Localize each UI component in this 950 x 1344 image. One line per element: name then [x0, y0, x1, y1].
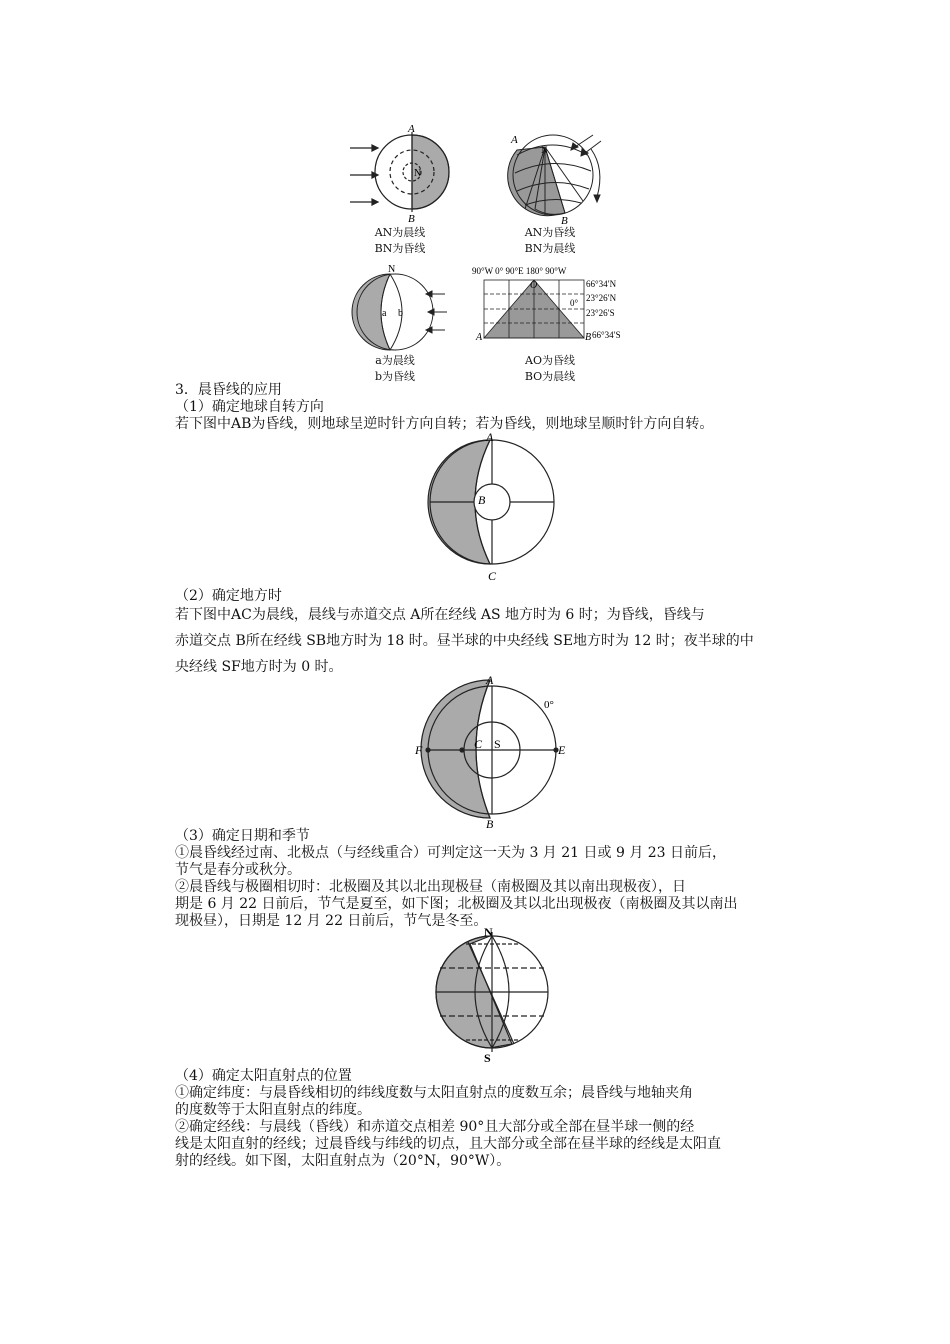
label-zero: 0° [544, 699, 554, 711]
paragraph-4-line-2: 的度数等于太阳直射点的纬度。 [175, 1102, 371, 1118]
label-e: E [558, 743, 566, 757]
subheading-1: （1）确定地球自转方向 [175, 399, 324, 415]
label-b: B [486, 817, 494, 830]
label-b: B [478, 493, 486, 507]
label-n: N [541, 145, 548, 155]
paragraph-1: 若下图中AB为昏线，则地球呈逆时针方向自转；若为昏线，则地球呈顺时针方向自转。 [175, 416, 714, 432]
paragraph-3-line-4: 期是 6 月 22 日前后，节气是夏至，如下图；北极圈及其以北出现极夜（南极圈及其以南出 [175, 896, 738, 912]
label-s: S [484, 1051, 491, 1062]
lat-66s: 66°34′S [592, 330, 621, 340]
label-a: A [486, 673, 494, 687]
label-b: B [408, 213, 415, 225]
lat-23n: 23°26′N [586, 293, 617, 303]
paragraph-4-line-4: 线是太阳直射的经线；过晨昏线与纬线的切点，且大部分或全部在昼半球的经线是太阳直 [175, 1136, 721, 1152]
label-b: B [585, 332, 592, 343]
label-c: C [488, 569, 497, 583]
caption-4a: AO为昏线 [525, 354, 575, 367]
label-a: a [382, 308, 387, 319]
label-n: N [388, 264, 396, 275]
lat-66n: 66°34′N [586, 279, 617, 289]
label-a: A [511, 134, 518, 146]
paragraph-4-line-5: 射的经线。如下图，太阳直射点为（20°N，90°W）。 [175, 1153, 511, 1169]
label-b: b [398, 308, 403, 319]
solstice-globe-diagram [430, 924, 555, 1062]
oblique-globe-diagram [505, 125, 620, 225]
caption-2a: AN为昏线 [524, 226, 576, 239]
label-f: F [415, 743, 423, 757]
label-n: N [484, 925, 493, 939]
lat-23s: 23°26′S [586, 308, 615, 318]
label-zero: 0° [570, 298, 579, 308]
label-b: B [561, 215, 568, 225]
label-c: C [474, 737, 483, 751]
paragraph-3-line-5: 现极昼），日期是 12 月 22 日前后，节气是冬至。 [175, 913, 488, 929]
caption-2b: BN为晨线 [524, 242, 576, 255]
rectangular-map-diagram [470, 264, 640, 346]
caption-3a: a为晨线 [375, 354, 415, 367]
label-o: O [530, 280, 538, 291]
paragraph-3-line-2: 节气是春分或秋分。 [175, 862, 301, 878]
section-heading: 3．晨昏线的应用 [175, 382, 282, 398]
label-s: S [494, 737, 501, 751]
rotation-diagram [420, 430, 560, 586]
polar-diagram-1 [340, 120, 460, 225]
subheading-4: （4）确定太阳直射点的位置 [175, 1068, 352, 1084]
caption-1b: BN为昏线 [374, 242, 426, 255]
paragraph-3-line-1: ①晨昏线经过南、北极点（与经线重合）可判定这一天为 3 月 21 日或 9 月 23 日前后， [175, 845, 727, 861]
label-a: A [408, 123, 415, 135]
paragraph-3-line-3: ②晨昏线与极圈相切时：北极圈及其以北出现极昼（南极圈及其以南出现极夜），日 [175, 879, 686, 895]
paragraph-2-line-3: 央经线 SF地方时为 0 时。 [175, 659, 343, 675]
side-view-diagram [350, 262, 455, 357]
paragraph-2-line-2: 赤道交点 B所在经线 SB地方时为 18 时。昼半球的中央经线 SE地方时为 12 时；夜半球的中 [175, 633, 754, 649]
longitude-labels: 90°W 0° 90°E 180° 90°W [472, 266, 567, 276]
subheading-2: （2）确定地方时 [175, 588, 282, 604]
subheading-3: （3）确定日期和季节 [175, 828, 310, 844]
paragraph-4-line-3: ②确定经线：与晨线（昏线）和赤道交点相差 90°且大部分或全部在昼半球一侧的经 [175, 1119, 695, 1135]
caption-3b: b为昏线 [374, 370, 416, 383]
label-a: A [476, 332, 483, 343]
paragraph-2-line-1: 若下图中AC为晨线，晨线与赤道交点 A所在经线 AS 地方时为 6 时；为昏线，昏线与 [175, 607, 705, 623]
caption-1a: AN为晨线 [374, 226, 426, 239]
local-time-diagram [410, 672, 580, 830]
label-n: N [414, 168, 422, 179]
label-a: A [486, 430, 494, 444]
caption-4b: BO为晨线 [524, 370, 576, 383]
paragraph-4-line-1: ①确定纬度：与晨昏线相切的纬线度数与太阳直射点的度数互余；晨昏线与地轴夹角 [175, 1085, 693, 1101]
